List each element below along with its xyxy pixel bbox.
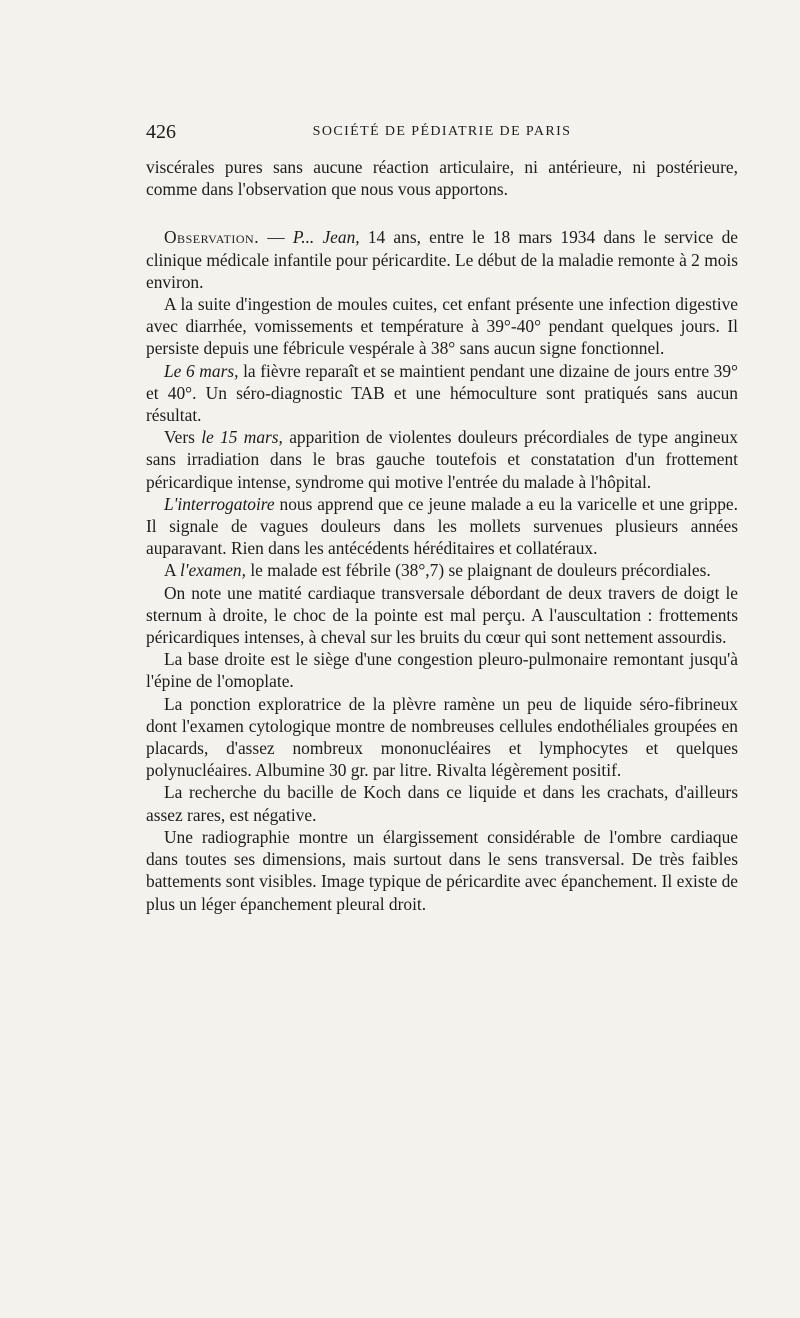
- paragraph-6-mars-text: la fièvre reparaît et se maintient pendant une dizaine de jours entre 39° et 40°. Un séro-diagnostic TAB et une hémoculture sont pratiqués sans aucun résultat.: [146, 360, 738, 426]
- page-number: 426: [146, 121, 176, 143]
- observation-text: 14 ans, entre le 18 mars 1934 dans le service de clinique médicale infantile pour péricardite. Le début de la maladie remonte à 2 mois environ.: [146, 227, 739, 292]
- paragraph-interrogatoire-lead: L'interrogatoire: [164, 493, 275, 514]
- observation-dash: —: [259, 227, 293, 248]
- paragraph-matite: On note une matité cardiaque transversale débordant de deux travers de doigt le sternum à droite, le choc de la pointe est mal perçu. A l'auscultation : frottements péricardiques intenses, à cheval sur les bruits du cœur qui sont nettement assourdis.: [146, 582, 738, 648]
- page-header: [146, 121, 738, 147]
- running-head: SOCIÉTÉ DE PÉDIATRIE DE PARIS: [312, 124, 572, 139]
- paragraph-15-mars-lead: le 15 mars,: [201, 427, 283, 448]
- patient-name: P... Jean,: [292, 227, 360, 248]
- paragraph-ponction: La ponction exploratrice de la plèvre ramène un peu de liquide séro-fibrineux dont l'examen cytologique montre de nombreuses cellules endothéliales groupées en placards, d'assez nombreux mononucléaires et lymphocytes et quelques polynucléaires. Albumine 30 gr. par litre. Rivalta légèrement positif.: [146, 693, 738, 781]
- continuation-paragraph: viscérales pures sans aucune réaction articulaire, ni antérieure, ni postérieure, comme dans l'observation que nous vous apportons.: [146, 157, 738, 200]
- paragraph-koch: La recherche du bacille de Koch dans ce liquide et dans les crachats, d'ailleurs assez rares, est négative.: [146, 782, 738, 825]
- paragraph-examen-lead: l'examen,: [179, 560, 246, 581]
- paragraph-6-mars: [146, 360, 738, 427]
- observation-paragraph: [146, 226, 738, 293]
- body-text: [146, 156, 738, 915]
- paragraph-radiographie: Une radiographie montre un élargissement considérable de l'ombre cardiaque dans toutes ses dimensions, mais surtout dans le sens transversal. De très faibles battements sont visibles. Image typique de péricardite avec épanchement. Il existe de plus un léger épanchement pleural droit.: [146, 826, 738, 914]
- paragraph-examen-text: le malade est fébrile (38°,7) se plaignant de douleurs précordiales.: [245, 560, 711, 581]
- paragraph-examen-pre: A: [164, 560, 180, 581]
- paragraph-15-mars-pre: Vers: [164, 427, 202, 448]
- paragraph-examen: [146, 559, 738, 581]
- paragraph-15-mars-text: apparition de violentes douleurs précordiales de type angineux sans irradiation dans le bras gauche toutefois et constatation d'un frottement péricardique intense, syndrome qui motive l'entrée du malade à l'hôpital.: [146, 427, 738, 492]
- paragraph-6-mars-lead: Le 6 mars,: [164, 360, 239, 381]
- paragraph-15-mars: [146, 426, 738, 493]
- paragraph-base: La base droite est le siège d'une congestion pleuro-pulmonaire remontant jusqu'à l'épine de l'omoplate.: [146, 649, 738, 692]
- paragraph-ingestion: A la suite d'ingestion de moules cuites, cet enfant présente une infection digestive avec diarrhée, vomissements et température à 39°-40° pendant quelques jours. Il persiste depuis une fébricule vespérale à 38° sans aucun signe fonctionnel.: [146, 294, 738, 359]
- paragraph-interrogatoire: [146, 493, 738, 560]
- observation-label: Observation.: [164, 227, 260, 248]
- paragraph-interrogatoire-text: nous apprend que ce jeune malade a eu la varicelle et une grippe. Il signale de vagues douleurs dans les mollets survenues plusieurs années auparavant. Rien dans les antécédents héréditaires et collatéraux.: [146, 493, 738, 559]
